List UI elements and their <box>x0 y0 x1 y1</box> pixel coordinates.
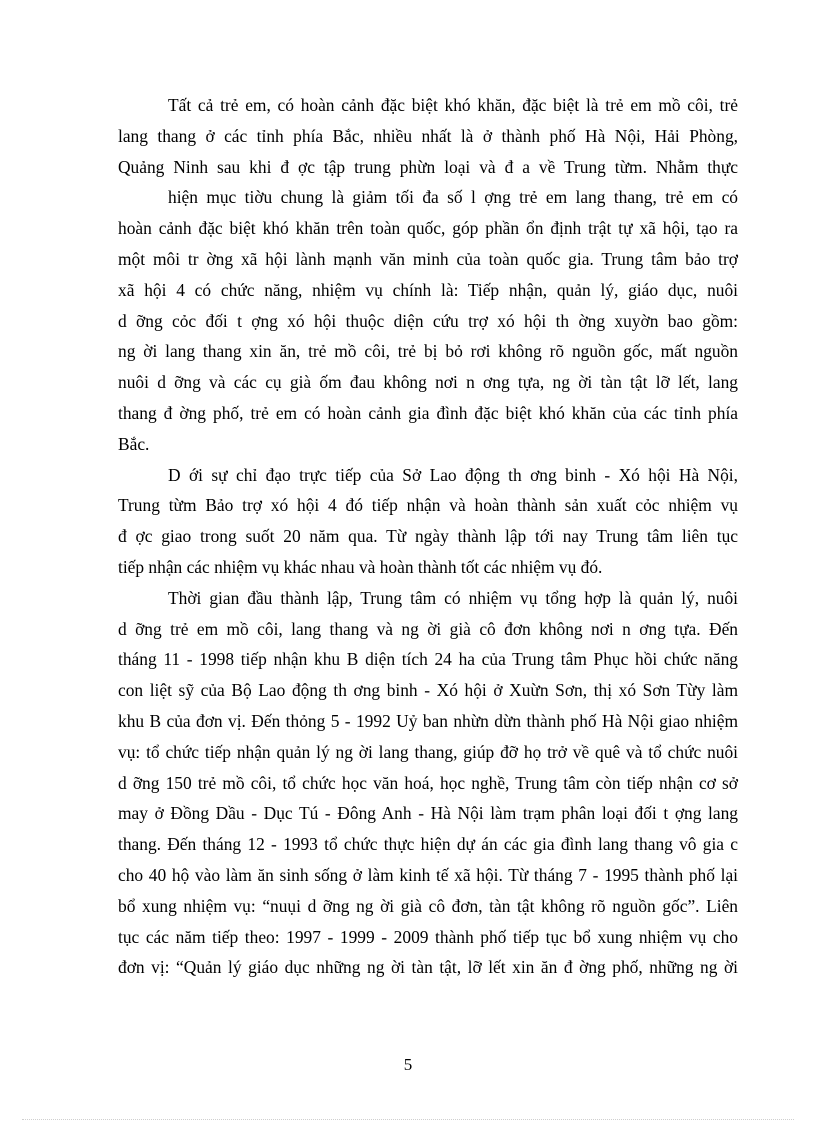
text-line: Thời gian đầu thành lập, Trung tâm có nhiệm vụ tổng hợp là quản lý, nuôi <box>168 587 738 608</box>
paragraph-2 <box>118 460 738 583</box>
text-line: đơn vị: “Quản lý giáo dục những ng ời tàn tật, lỡ lết xin ăn đ ờng phố, những ng ời <box>118 957 738 978</box>
text-line: tiếp nhận các nhiệm vụ khác nhau và hoàn thành tốt các nhiệm vụ đó. <box>118 556 603 577</box>
text-line: cho 40 hộ vào làm ăn sinh sống ở làm kinh tế xã hội. Từ tháng 7 - 1995 thành phố lại <box>118 864 738 885</box>
text-line: thang đ ờng phố, trẻ em có hoàn cảnh gia đình đặc biệt khó khăn của các tỉnh phía <box>118 402 738 423</box>
text-line: vụ: tổ chức tiếp nhận quản lý ng ời lang thang, giúp đỡ họ trở về quê và tổ chức nuôi <box>118 741 738 762</box>
text-line: tục các năm tiếp theo: 1997 - 1999 - 2009 thành phố tiếp tục bổ xung nhiệm vụ cho <box>118 926 738 947</box>
text-line: xã hội 4 có chức năng, nhiệm vụ chính là: Tiếp nhận, quản lý, giáo dục, nuôi <box>118 279 738 300</box>
text-line: d ỡng trẻ em mồ côi, lang thang và ng ời già cô đơn không nơi n ơng tựa. Đến <box>118 618 738 639</box>
text-line: con liệt sỹ của Bộ Lao động th ơng binh - Xó hội ở Xuừn Sơn, thị xó Sơn Từy làm <box>118 680 738 701</box>
text-line: một môi tr ờng xã hội lành mạnh văn minh của toàn quốc gia. Trung tâm bảo trợ <box>118 248 738 269</box>
text-line: D ới sự chỉ đạo trực tiếp của Sở Lao động th ơng binh - Xó hội Hà Nội, <box>168 464 738 485</box>
paragraph-1 <box>118 90 738 460</box>
text-line: Trung từm Bảo trợ xó hội 4 đó tiếp nhận và hoàn thành sản xuất cỏc nhiệm vụ <box>118 495 738 516</box>
page-bottom-divider <box>22 1119 794 1120</box>
text-line: nuôi d ỡng và các cụ già ốm đau không nơi n ơng tựa, ng ời tàn tật lỡ lết, lang <box>118 372 738 393</box>
paragraph-3 <box>118 583 738 983</box>
body-text <box>118 90 738 983</box>
text-line: khu B của đơn vị. Đến thỏng 5 - 1992 Uỷ ban nhừn dừn thành phố Hà Nội giao nhiệm <box>118 710 738 731</box>
text-line: tháng 11 - 1998 tiếp nhận khu B diện tích 24 ha của Trung tâm Phục hồi chức năng <box>118 649 738 670</box>
text-line: Quảng Ninh sau khi đ ợc tập trung phừn loại và đ a về Trung từm. Nhằm thực <box>118 156 738 177</box>
text-line: Tất cả trẻ em, có hoàn cảnh đặc biệt khó khăn, đặc biệt là trẻ em mồ côi, trẻ <box>168 95 738 115</box>
text-line: thang. Đến tháng 12 - 1993 tổ chức thực hiện dự án các gia đình lang thang vô gia c <box>118 834 738 855</box>
text-line: hiện mục tiờu chung là giảm tối đa số l ợng trẻ em lang thang, trẻ em có <box>168 187 738 208</box>
text-line: hoàn cảnh đặc biệt khó khăn trên toàn quốc, góp phần ổn định trật tự xã hội, tạo ra <box>118 218 738 239</box>
text-line: bổ xung nhiệm vụ: “nuụi d ỡng ng ời già cô đơn, tàn tật không rõ nguồn gốc”. Liên <box>118 895 738 916</box>
text-line: Bắc. <box>118 433 150 454</box>
text-line: d ỡng 150 trẻ mồ côi, tổ chức học văn hoá, học nghề, Trung tâm còn tiếp nhận cơ sở <box>118 772 738 793</box>
text-line: may ở Đồng Dầu - Dục Tú - Đông Anh - Hà Nội làm trạm phân loại đối t ợng lang <box>118 803 738 824</box>
text-line: lang thang ở các tỉnh phía Bắc, nhiều nhất là ở thành phố Hà Nội, Hải Phòng, <box>118 125 738 146</box>
text-line: d ỡng cỏc đối t ợng xó hội thuộc diện cứu trợ xó hội th ờng xuyờn bao gồm: <box>118 310 738 331</box>
text-line: đ ợc giao trong suốt 20 năm qua. Từ ngày thành lập tới nay Trung tâm liên tục <box>118 526 738 547</box>
text-line: ng ời lang thang xin ăn, trẻ mồ côi, trẻ bị bỏ rơi không rõ nguồn gốc, mất nguồn <box>118 341 738 362</box>
page-number: 5 <box>403 1055 413 1074</box>
